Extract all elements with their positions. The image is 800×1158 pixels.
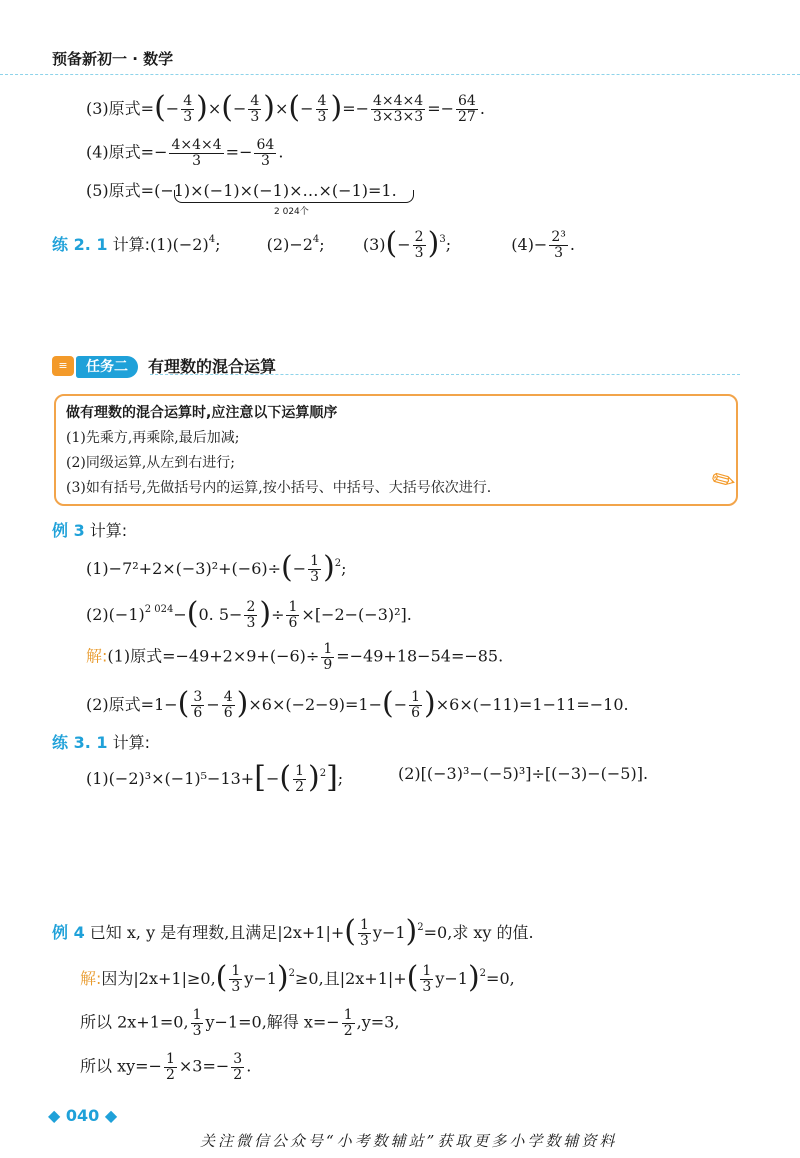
example-4-solution-3 — [80, 1052, 251, 1082]
fraction: $\frac{4}{3}$ — [250, 93, 260, 125]
fraction: $\frac{64}{3}$ — [256, 137, 275, 169]
example-3-q1-text: (1)−7²+2×(−3)²+(−6)÷ — [86, 559, 282, 578]
exercise-2-1-label: 练 2. 1 — [52, 235, 108, 254]
fraction: $\frac{3}{2}$ — [233, 1051, 243, 1083]
solution-4-line: (4)原式=− $\frac{4\times 4\times 4}{3}$ =− $\frac{64}{3}$ . — [86, 137, 284, 169]
punctuation: . — [246, 1056, 252, 1076]
exercise-2-1: 练 2. 1 计算$:(1)(-2)^4$; $(2)-2^4$; (3)(− $\frac{2}{3}$ )$^3$; (4)− $\frac{\text{2³}}{3}$ . — [52, 226, 575, 261]
example-4-sol2-c: ,y=3, — [356, 1012, 400, 1032]
example-3-q2-tail: ×[−2−(−3)²]. — [301, 605, 412, 624]
example-3-sol2-result: ×6×(−11)=1−11=−10. — [435, 695, 629, 714]
fraction: $\frac{3}{6}$ — [193, 689, 203, 721]
example-3-question-1: (1)−7²+2×(−3)²+(−6)÷(− $\frac{1}{3}$ )$^2$; — [86, 550, 347, 585]
page-header-title: 预备新初一 · 数学 — [52, 50, 174, 68]
pencil-icon: ✎ — [705, 460, 743, 501]
fraction: $\frac{4\times 4\times 4}{3}$ — [171, 137, 222, 169]
example-4-label: 例 4 — [52, 923, 85, 942]
fraction: $\frac{4}{3}$ — [317, 93, 327, 125]
rules-heading: 做有理数的混合运算时,应注意以下运算顺序 — [66, 405, 338, 421]
fraction: $\frac{1}{3}$ — [231, 963, 241, 995]
exercise-3-1-intro: 计算: — [107, 733, 150, 752]
solution-label: 解: — [80, 969, 102, 988]
exercise-2-1-part-4: (4)− — [511, 235, 548, 254]
operator: ÷ — [271, 605, 285, 624]
example-4-solution-2 — [80, 1008, 399, 1038]
punctuation: ; — [337, 769, 344, 788]
example-3-q2-text: (2)(−1) — [86, 605, 145, 624]
fraction: $\frac{4\times 4\times 4}{3\times 3\times 3}$ — [373, 93, 424, 125]
example-4-sol3-a: 所以 xy=− — [80, 1056, 162, 1076]
example-4-question: 例 4 已知 x, y 是有理数,且满足|2x+1|+( $\frac{1}{3}$ y−1)$^2$=0,求 xy 的值. — [52, 914, 534, 949]
fraction: $\frac{1}{9}$ — [323, 641, 333, 673]
exercise-3-1-heading — [52, 730, 150, 753]
solution-5-body: (−1)×(−1)×(−1)×…×(−1) — [154, 181, 368, 200]
solution-3-label: (3)原式= — [86, 99, 155, 118]
example-4-sol2-a: 所以 2x+1=0, — [80, 1012, 189, 1032]
fraction: $\frac{\text{2³}}{3}$ — [551, 229, 566, 261]
exponent: 4 — [208, 234, 216, 245]
exercise-3-1-label: 练 3. 1 — [52, 733, 108, 752]
example-3-sol2-mid: ×6×(−2−9)=1− — [248, 695, 382, 714]
example-4-sol1-a: 因为|2x+1|≥0, — [101, 969, 216, 988]
exercise-3-1-part-1: (1)(−2)³×(−1)⁵−13+[−( $\frac{1}{2}$ )$^2$]; — [86, 760, 344, 795]
task-badge: 任务二 — [76, 356, 138, 378]
solution-label: 解: — [86, 646, 108, 666]
fraction: $\frac{1}{2}$ — [165, 1051, 175, 1083]
fraction: $\frac{1}{3}$ — [310, 553, 320, 585]
example-3-solution-2: (2)原式=1−( $\frac{3}{6}$ − $\frac{4}{6}$ )×6×(−2−9)=1−(− $\frac{1}{6}$ )×6×(−11)=1−11=−10. — [86, 686, 629, 721]
example-4-solution-1: 解:因为|2x+1|≥0,( $\frac{1}{3}$ y−1)$^2$≥0,且|2x+1|+( $\frac{1}{3}$ y−1)$^2$=0, — [80, 960, 515, 995]
underbrace — [174, 190, 414, 203]
solution-3-line: (3)原式=(− $\frac{4}{3}$ )×(− $\frac{4}{3}$ )×(− $\frac{4}{3}$ )=− $\frac{4\times 4\times 4}{3\times 3\times 3}$ =− $\frac{64}{27}$ . — [86, 90, 485, 125]
rules-line-2: (2)同级运算,从左到右进行; — [66, 455, 235, 471]
example-4-intro: 已知 x, y 是有理数,且满足|2x+1|+ — [84, 923, 345, 942]
fraction: $\frac{1}{3}$ — [192, 1007, 202, 1039]
inner-expression: 0. 5− — [198, 605, 243, 624]
fraction: $\frac{1}{3}$ — [360, 917, 369, 949]
exercise-3-1-part-2: (2)[(−3)³−(−5)³]÷[(−3)−(−5)]. — [398, 764, 649, 783]
rules-box — [54, 394, 738, 506]
exponent: 2 024 — [144, 604, 174, 615]
exponent: 3 — [439, 234, 446, 245]
exercise-2-1-part-3: (3) — [362, 235, 386, 254]
task-divider — [150, 374, 740, 375]
rules-line-1: (1)先乘方,再乘除,最后加减; — [66, 430, 240, 446]
fraction: $\frac{1}{6}$ — [288, 599, 298, 631]
example-3-question-2: $(2)(-1)^{2 024}-(0$. 5− $\frac{2}{3}$ )÷ $\frac{1}{6}$ ×[−2−(−3)²]. — [86, 596, 412, 631]
example-3-heading — [52, 518, 127, 541]
expression: y−1 — [372, 923, 406, 942]
example-3-sol1-result: =−49+18−54=−85. — [336, 646, 504, 666]
footer-note: 关注微信公众号“小考数辅站”获取更多小学数辅资料 — [200, 1132, 618, 1150]
fraction: $\frac{2}{3}$ — [246, 599, 256, 631]
exponent: 4 — [312, 234, 320, 245]
example-4-sol1-c: ≥0,且|2x+1|+ — [295, 969, 407, 988]
fraction: $\frac{1}{6}$ — [411, 689, 421, 721]
underbrace-note: 2 024个 — [274, 207, 309, 217]
operator: − — [173, 605, 187, 624]
example-3-intro: 计算: — [84, 521, 128, 540]
example-3-label: 例 3 — [52, 521, 85, 540]
expression: y−1 — [244, 969, 277, 988]
exercise-2-1-part-2: (2)−2 — [266, 235, 313, 254]
example-4-sol2-b: y−1=0,解得 x=− — [205, 1012, 340, 1032]
example-4-sol1-e: =0, — [486, 969, 515, 988]
page-number: ◆ 040 ◆ — [48, 1106, 118, 1125]
task-book-icon: ≡ — [52, 356, 74, 376]
example-4-intro-tail: =0,求 xy 的值. — [423, 923, 534, 942]
exercise-3-1-p1-text: (1)(−2)³×(−1)⁵−13+ — [86, 769, 255, 788]
exercise-2-1-part-1: (1)(−2) — [149, 235, 209, 254]
fraction: $\frac{4}{6}$ — [223, 689, 233, 721]
expression: y−1 — [435, 969, 468, 988]
solution-5-label: (5)原式= — [86, 181, 155, 200]
example-3-sol1-text: (1)原式=−49+2×9+(−6)÷ — [107, 646, 320, 666]
rules-line-3: (3)如有括号,先做括号内的运算,按小括号、中括号、大括号依次进行. — [66, 480, 492, 496]
fraction: $\frac{1}{2}$ — [295, 763, 304, 795]
solution-5-result: =1. — [367, 181, 397, 200]
fraction: $\frac{64}{27}$ — [458, 93, 476, 125]
exercise-2-1-intro: 计算: — [107, 235, 150, 254]
fraction: $\frac{2}{3}$ — [414, 229, 424, 261]
fraction: $\frac{4}{3}$ — [183, 93, 193, 125]
fraction: $\frac{1}{2}$ — [343, 1007, 353, 1039]
example-3-sol2-text: (2)原式=1− — [86, 695, 178, 714]
example-4-sol3-b: ×3=− — [178, 1056, 230, 1076]
example-3-solution-1 — [86, 642, 503, 672]
solution-4-label: (4)原式=− — [86, 142, 168, 162]
task-title: 有理数的混合运算 — [148, 357, 277, 376]
header-divider — [0, 74, 800, 75]
fraction: $\frac{1}{3}$ — [422, 963, 432, 995]
